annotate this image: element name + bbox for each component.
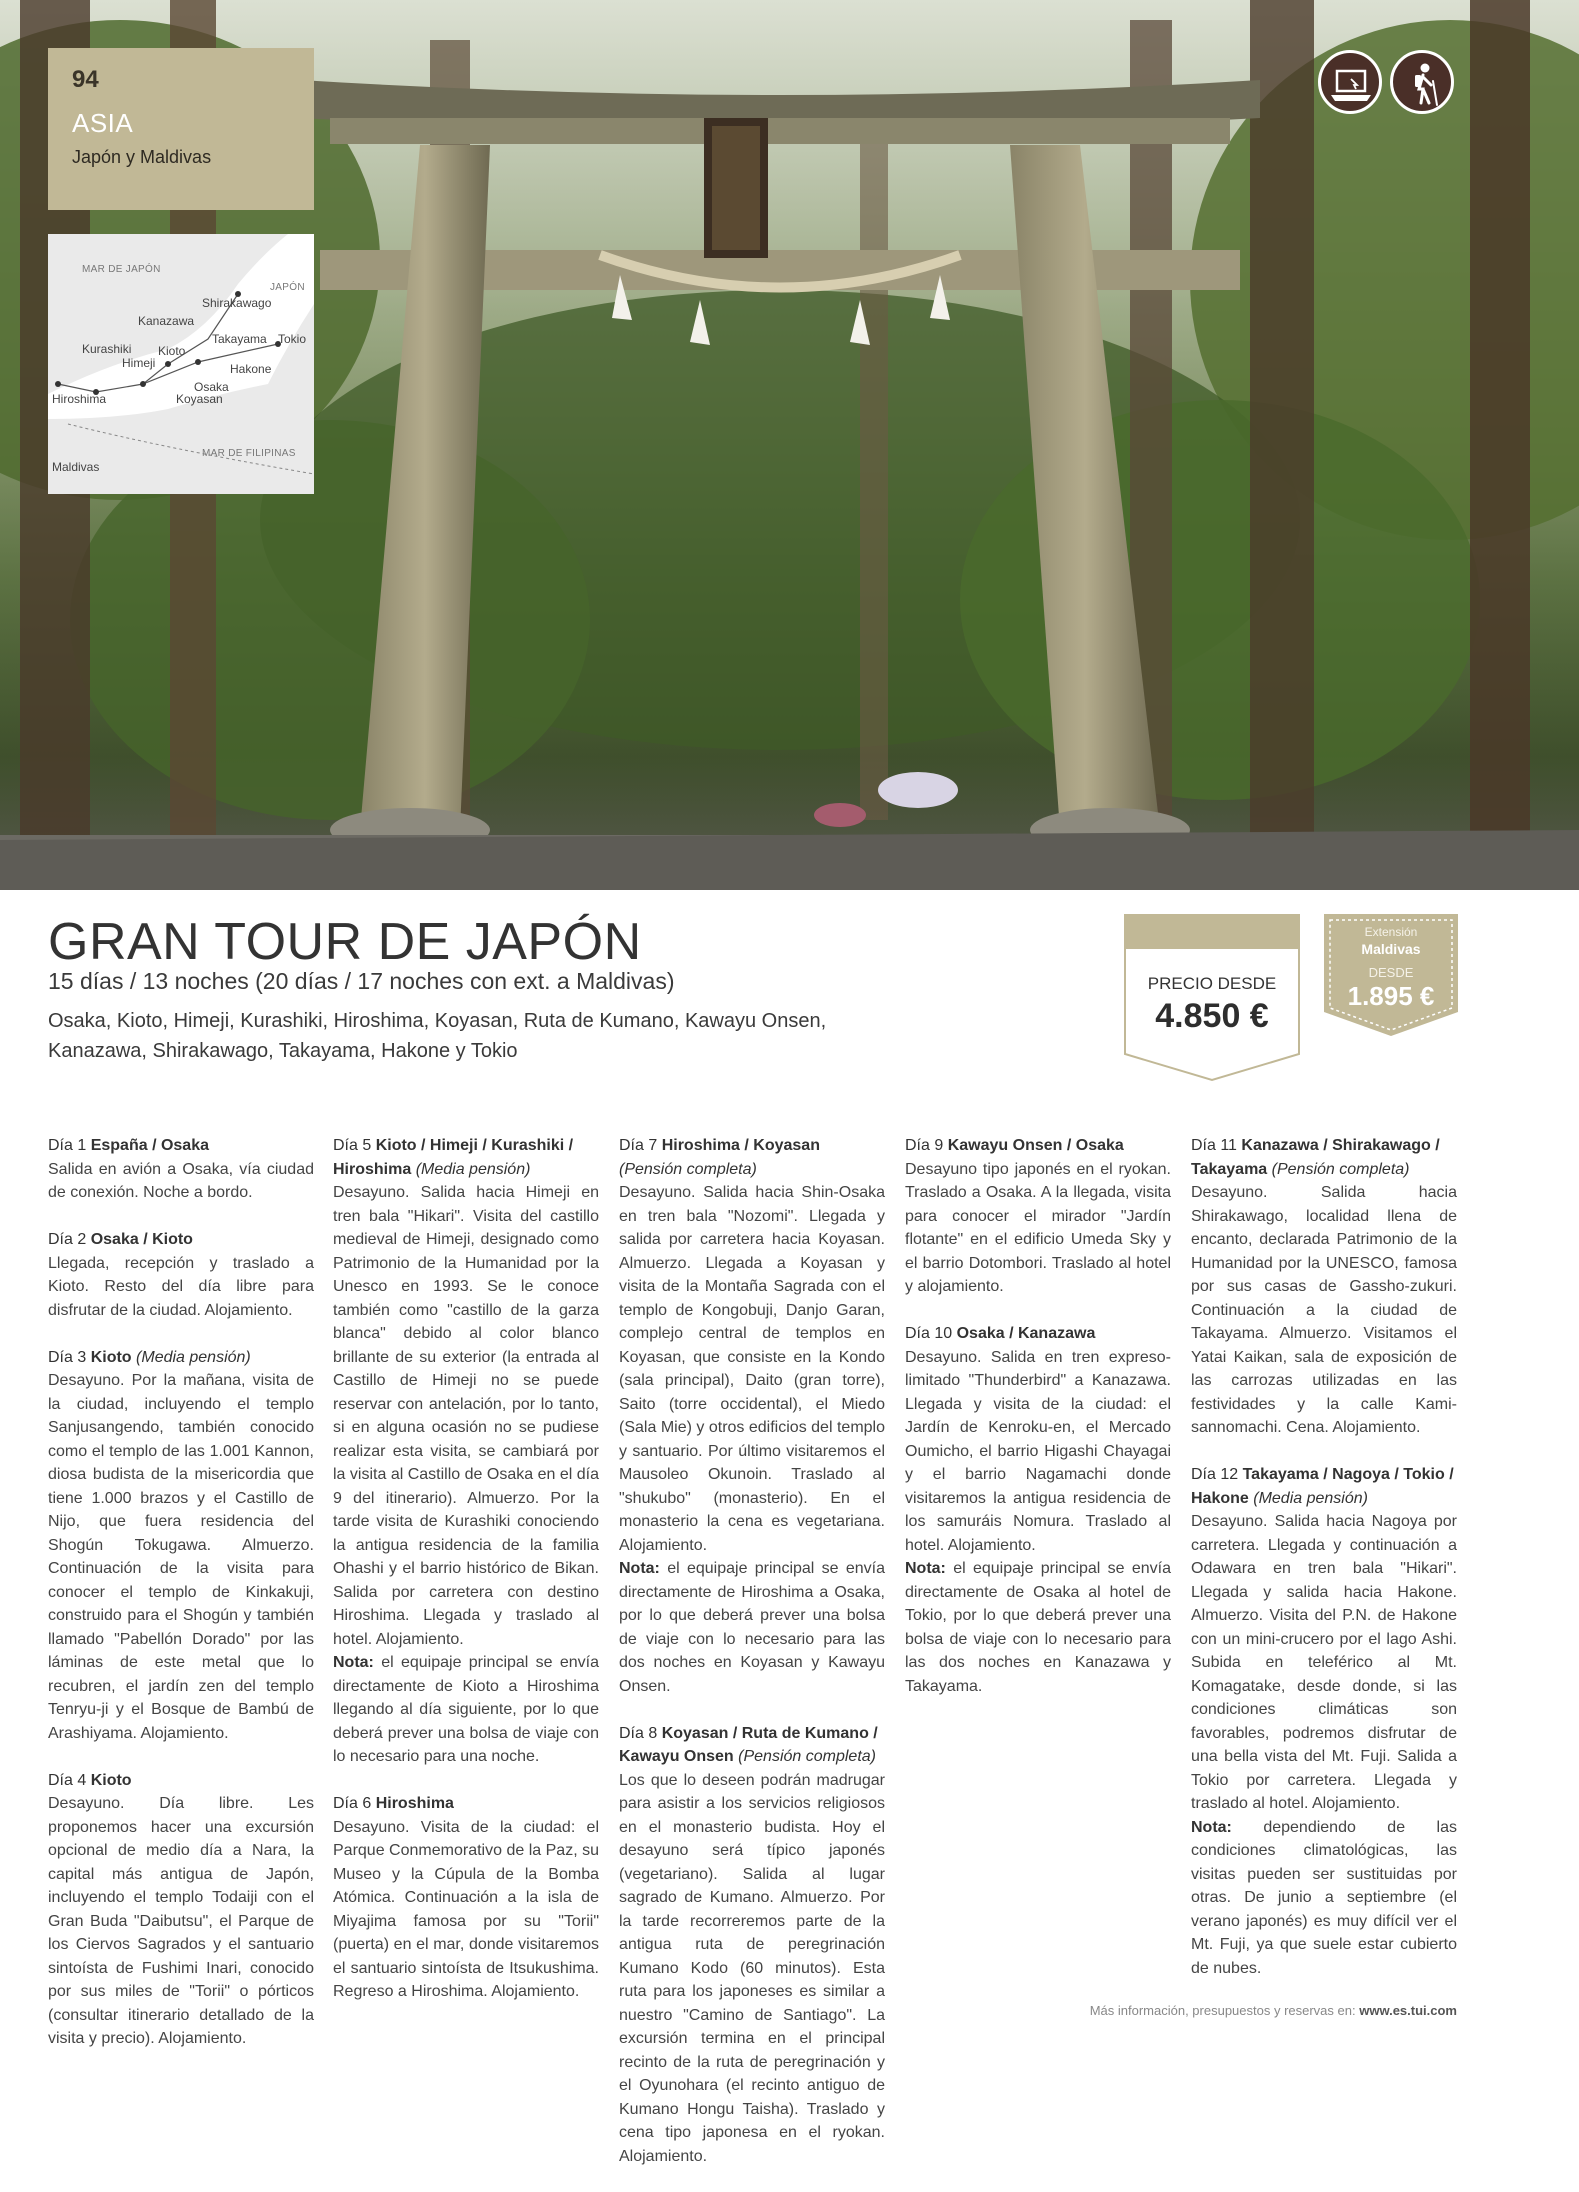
extension-from: DESDE: [1368, 965, 1414, 980]
map-place-label: Tokio: [278, 332, 307, 346]
tour-cities: Osaka, Kioto, Himeji, Kurashiki, Hiroshima, Koyasan, Ruta de Kumano, Kawayu Onsen, Kanazawa, Shirakawago, Takayama, Hakone y Tokio: [48, 1010, 827, 1062]
day-text: Desayuno. Salida hacia Shirakawago, localidad llena de encanto, declarada Patrimonio de la Humanidad por la UNESCO, famosa por sus casas de Gassho-zukuri. Continuación a la ciudad de Takayama. Almuerzo. Visitamos el Yatai Kaikan, sala de exposición de las carrozas utilizadas en las festividades y la calle Kami-sannomachi. Cena. Alojamiento.: [1191, 1184, 1457, 1436]
day-note: [905, 1557, 1171, 1698]
day-route: Kioto: [90, 1771, 132, 1789]
day-route: España / Osaka: [90, 1137, 209, 1154]
itinerary-column-5: [1191, 1134, 1457, 2004]
day-text: Desayuno. Visita de la ciudad: el Parque Conmemorativo de la Paz, su Museo y la Cúpula de la Bomba Atómica. Continuación a la isla de Miyajima famosa por su "Torii" (puerta) en el mar, donde visitaremos el santuario sintoísta de Itsukushima. Regreso a Hiroshima. Alojamiento.: [333, 1818, 599, 2000]
itinerary-day: [905, 1322, 1171, 1698]
map-place-label: Shirakawago: [202, 296, 272, 310]
day-number: Día 12: [1191, 1466, 1239, 1483]
day-text: Desayuno. Por la mañana, visita de la ciudad, incluyendo el templo Sanjusangendo, también conocido como el templo de las 1.001 Kannon, diosa budista de la misericordia que tiene 1.000 brazos y el Castillo de Nijo, que fuera residencia del Shogún Tokugawa. Almuerzo. Continuación de la visita para conocer el templo de Kinkakuji, construido para el Shogún y también llamado "Pabellón Dorado" por las láminas de este metal que lo recubren, el jardín zen del templo Tenryu-ji y el Bosque de Bambú de Arashiyama. Alojamiento.: [48, 1372, 314, 1742]
map-country-label: JAPÓN: [270, 282, 305, 293]
price-value: 4.850 €: [1155, 997, 1269, 1035]
day-number: Día 6: [333, 1795, 372, 1812]
day-number: Día 5: [333, 1137, 372, 1154]
map-place-label: Hiroshima: [52, 392, 107, 406]
day-text: Desayuno. Salida hacia Nagoya por carretera. Llegada y continuación a Odawara en tren bala "Hikari". Llegada y salida hacia Hakone. Almuerzo. Visita del P.N. de Hakone con un mini-crucero por el lago Ashi. Subida en teleférico al Mt. Komagatake, desde donde, si las condiciones climáticas son favorables, podremos disfrutar de una bella vista del Mt. Fuji. Salida a Tokio por carretera. Llegada y traslado al hotel. Alojamiento.: [1191, 1513, 1457, 1812]
price-label: PRECIO DESDE: [1147, 974, 1277, 993]
day-route: Takayama / Nagoya / Tokio / Hakone: [1191, 1466, 1454, 1507]
day-number: Día 3: [48, 1348, 87, 1366]
itinerary-day: [48, 1228, 314, 1322]
section-label: [48, 48, 314, 210]
note-label: Nota:: [1191, 1818, 1232, 1836]
day-note: [619, 1557, 885, 1698]
day-route: Osaka / Kanazawa: [956, 1325, 1096, 1342]
price-badge: [1124, 914, 1300, 1082]
day-meal-plan: (Media pensión): [1253, 1489, 1368, 1507]
day-number: Día 11: [1191, 1137, 1237, 1154]
tour-duration: 15 días / 13 noches (20 días / 17 noches con ext. a Maldivas): [48, 968, 675, 994]
day-number: Día 10: [905, 1325, 953, 1342]
map-place-label: Maldivas: [52, 460, 100, 474]
tour-title: GRAN TOUR DE JAPÓN: [48, 913, 642, 971]
itinerary-day: [619, 1722, 885, 2169]
subregion-title: Japón y Maldivas: [72, 147, 212, 167]
day-meal-plan: (Media pensión): [415, 1160, 531, 1178]
itinerary-day: [333, 1134, 599, 1769]
itinerary-day: [905, 1134, 1171, 1299]
map-place-label: Himeji: [122, 356, 156, 370]
day-heading: [905, 1322, 1171, 1346]
day-meal-plan: (Pensión completa): [1271, 1160, 1410, 1178]
page-number: 94: [72, 66, 99, 93]
itinerary-day: [48, 1769, 314, 2051]
day-note: [1191, 1816, 1457, 1981]
map-sea-label: MAR DE FILIPINAS: [202, 448, 296, 459]
hiker-icon: [1390, 50, 1454, 114]
day-heading: [48, 1346, 314, 1370]
itinerary-day: [48, 1346, 314, 1746]
day-heading: [1191, 1463, 1457, 1510]
day-text: Los que lo deseen podrán madrugar para asistir a los servicios religiosos en el monasterio budista. Hoy el desayuno será típico japonés (vegetariano). Salida al lugar sagrado de Kumano. Almuerzo. Por la tarde recorreremos parte de la antigua ruta de peregrinación Kumano Kodo (60 minutos). Esta ruta para los japoneses es similar a nuestro "Camino de Santiago". La excursión termina en el principal recinto de la ruta de peregrinación y el Oyunohara (el recinto antiguo de Kumano Hongu Taisha). Traslado y cena tipo japonesa en el ryokan. Alojamiento.: [619, 1771, 885, 2165]
day-heading: [48, 1134, 314, 1158]
day-text: Desayuno. Salida en tren expreso-limitado "Thunderbird" a Kanazawa. Llegada y visita de la ciudad: el Jardín de Kenroku-en, el Mercado Oumicho, el barrio Higashi Chayagai y el barrio Nagamachi donde visitaremos la antigua residencia de los samuráis Nomura. Traslado al hotel. Alojamiento.: [905, 1348, 1171, 1554]
extension-price: 1.895 €: [1347, 981, 1435, 1011]
note-label: Nota:: [619, 1560, 660, 1577]
day-note: [333, 1651, 599, 1769]
day-number: Día 4: [48, 1771, 87, 1789]
day-text: Desayuno. Salida hacia Himeji en tren bala "Hikari". Visita del castillo medieval de Himeji, designado como Patrimonio de la Humanidad por la Unesco en 1993. Se le conoce también como "castillo de la garza blanca" debido al color blanco brillante de su exterior (la entrada al Castillo de Himeji no se puede reservar con antelación, por lo tanto, si en alguna ocasión no se pudiese realizar esta visita, se cambiará por la visita al Castillo de Osaka en el día 9 del itinerario). Almuerzo. Por la tarde visita de Kurashiki conociendo la antigua residencia de la familia Ohashi y el barrio histórico de Bikan. Salida por carretera con destino Hiroshima. Llegada y traslado al hotel. Alojamiento.: [333, 1184, 599, 1648]
day-meal-plan: (Media pensión): [136, 1348, 251, 1366]
day-route: Hiroshima / Koyasan: [661, 1137, 820, 1154]
map-sea-label: MAR DE JAPÓN: [82, 264, 161, 275]
footer-text: Más información, presupuestos y reservas en:: [1089, 2003, 1356, 2018]
day-route: Kawayu Onsen / Osaka: [947, 1137, 1124, 1154]
footer: [1090, 2003, 1457, 2018]
itinerary-column-4: [905, 1134, 1171, 1722]
day-route: Kioto: [90, 1348, 132, 1366]
day-number: Día 9: [905, 1137, 944, 1154]
day-number: Día 1: [48, 1137, 87, 1154]
day-text: Desayuno. Salida hacia Shin-Osaka en tren bala "Nozomi". Llegada y salida por carretera hacia Koyasan. Almuerzo. Llegada a Koyasan y visita de la Montaña Sagrada con el templo de Kongobuji, Danjo Garan, complejo central de templos en Koyasan, que consiste en la Kondo (sala principal), Daito (gran torre), Saito (torre occidental), el Miedo (Sala Mie) y otros edificios del templo y santuario. Por último visitaremos el Mausoleo Okunoin. Traslado al "shukubo" (monasterio). En el monasterio la cena es vegetariana. Alojamiento.: [619, 1184, 885, 1554]
map-place-label: Takayama: [212, 332, 267, 346]
itinerary-day: [1191, 1463, 1457, 1980]
footer-link[interactable]: www.es.tui.com: [1359, 2003, 1457, 2018]
day-text: Llegada, recepción y traslado a Kioto. Resto del día libre para disfrutar de la ciudad. Alojamiento.: [48, 1254, 314, 1319]
extension-label: Extensión: [1364, 925, 1418, 939]
extension-name: Maldivas: [1361, 941, 1421, 957]
day-number: Día 7: [619, 1137, 658, 1154]
itinerary-column-2: [333, 1134, 599, 2027]
itinerary-column-1: [48, 1134, 314, 2074]
map-place-label: Osaka: [194, 380, 229, 394]
day-text: Desayuno tipo japonés en el ryokan. Traslado a Osaka. A la llegada, visita para conocer el mirador "Jardín flotante" en el edificio Umeda Sky y el barrio Dotombori. Traslado al hotel y alojamiento.: [905, 1160, 1171, 1295]
route-map: [48, 234, 314, 494]
day-text: Salida en avión a Osaka, vía ciudad de conexión. Noche a bordo.: [48, 1160, 314, 1201]
day-heading: [619, 1722, 885, 1769]
map-place-label: Kurashiki: [82, 342, 132, 356]
itinerary-day: [1191, 1134, 1457, 1440]
map-place-label: Kioto: [158, 344, 186, 358]
day-route: Hiroshima: [375, 1795, 454, 1812]
day-heading: [333, 1792, 599, 1816]
note-text: el equipaje principal se envía directamente de Hiroshima a Osaka, por lo que deberá prever una bolsa de viaje con lo necesario para las dos noches en Koyasan y Kawayu Onsen.: [619, 1560, 885, 1695]
day-route: Kioto / Himeji / Kurashiki / Hiroshima: [333, 1137, 574, 1178]
itinerary-day: [619, 1134, 885, 1698]
day-route: Osaka / Kioto: [90, 1231, 193, 1248]
day-text: Desayuno. Día libre. Les proponemos hacer una excursión opcional de medio día a Nara, la capital más antigua de Japón, incluyendo el templo Todaiji con el Gran Buda "Daibutsu", el Parque de los Ciervos Sagrados y el santuario sintoísta de Fushimi Inari, conocido por sus miles de "Torii" o pórticos (consultar itinerario detallado de la visita y precio). Alojamiento.: [48, 1795, 314, 2047]
map-place-label: Kanazawa: [138, 314, 195, 328]
note-text: dependiendo de las condiciones climatológicas, las visitas pueden ser sustituidas por otras. De junio a septiembre (el verano japonés) es muy difícil ver el Mt. Fuji, ya que suele estar cubierto de nubes.: [1191, 1818, 1457, 1977]
itinerary-day: [333, 1792, 599, 2004]
map-place-label: Koyasan: [176, 392, 223, 406]
region-title: ASIA: [72, 108, 134, 138]
itinerary-day: [48, 1134, 314, 1205]
extension-badge: [1324, 914, 1458, 1036]
day-heading: [48, 1228, 314, 1252]
itinerary-column-3: [619, 1134, 885, 2192]
day-route: Koyasan / Ruta de Kumano / Kawayu Onsen: [619, 1724, 878, 1765]
note-text: el equipaje principal se envía directamente de Osaka al hotel de Tokio, por lo que deberá prever una bolsa de viaje con lo necesario para las dos noches en Kanazawa y Takayama.: [905, 1560, 1171, 1695]
day-heading: [48, 1769, 314, 1793]
day-heading: [619, 1134, 885, 1181]
day-number: Día 8: [619, 1724, 658, 1742]
day-heading: [333, 1134, 599, 1181]
day-heading: [905, 1134, 1171, 1158]
day-route: Kanazawa / Shirakawago / Takayama: [1191, 1137, 1440, 1178]
day-meal-plan: (Pensión completa): [738, 1748, 876, 1765]
day-meal-plan: (Pensión completa): [619, 1160, 757, 1178]
note-label: Nota:: [333, 1654, 374, 1671]
laptop-icon: [1318, 50, 1382, 114]
day-heading: [1191, 1134, 1457, 1181]
note-text: el equipaje principal se envía directamente de Kioto a Hiroshima llegando al día siguiente, por lo que deberá prever una bolsa de viaje con lo necesario para una noche.: [333, 1654, 599, 1765]
map-place-label: Hakone: [230, 362, 272, 376]
day-number: Día 2: [48, 1231, 87, 1248]
note-label: Nota:: [905, 1560, 946, 1577]
